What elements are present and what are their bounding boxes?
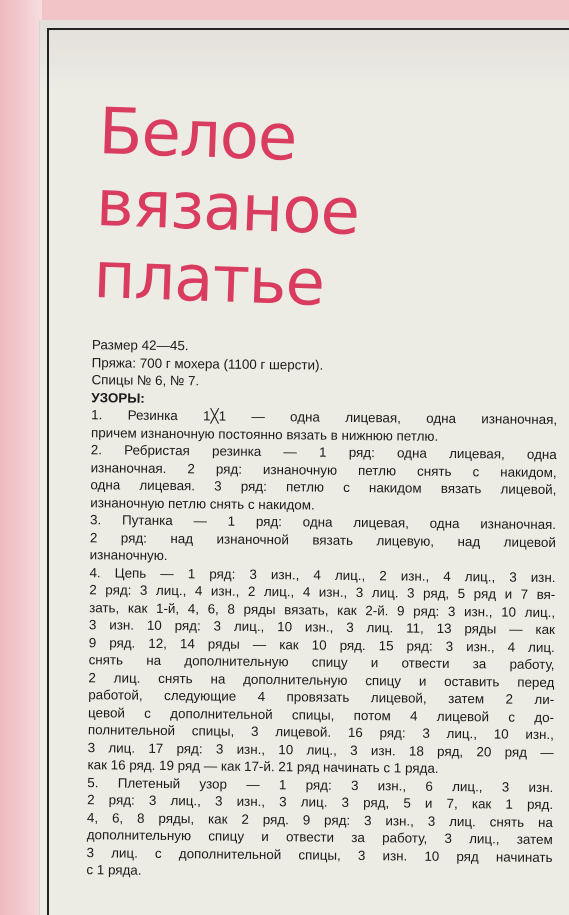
paragraph-line: дополнительную спицу и отвести за работу, 3 лиц., затем [86, 827, 553, 848]
paragraph-line: 3 лиц. 17 ряд: 3 изн., 10 лиц., 3 изн. 18 ряд, 20 ряд — [87, 739, 554, 760]
title-line-1: Белое [97, 95, 298, 176]
paragraph-line: 2 ряд: 3 лиц., 4 изн., 2 лиц., 4 изн., 3 лиц. 3 ряд, 5 ряд и 7 вя- [89, 582, 556, 603]
patterns-list [66, 406, 557, 884]
paragraph-line: изнаночную. [89, 547, 168, 564]
paragraph-line: 2 ряд: 3 лиц., 3 изн., 3 лиц. 3 ряд, 5 и 7, как 1 ряд. [87, 792, 554, 813]
materials-block [71, 336, 558, 394]
article-body [66, 336, 558, 884]
paragraph-line: 3. Путанка — 1 ряд: одна лицевая, одна изнаночная. [89, 512, 557, 533]
paragraph-line: 2 ряд: над изнаночной вязать лицевую, над лицевой [89, 529, 556, 550]
title-line-3: платье [92, 238, 326, 321]
frame-rule-left [47, 28, 49, 915]
paragraph-line: изнаночная. 2 ряд: изнаночную петлю снять с накидом, [90, 459, 557, 480]
paragraph-line: 3 изн. 10 ряд: 3 лиц., 10 изн., 3 лиц. 11, 13 ряды — как [88, 617, 556, 638]
paragraph-line: 4. Цепь — 1 ряд: 3 изн., 4 лиц., 2 изн., 4 лиц., 3 изн. [89, 564, 556, 585]
paper-shadow [40, 20, 569, 90]
paragraph-line: изнаночную петлю снять с накидом. [90, 494, 315, 513]
paragraph-line: зать, как 1-й, 4, 6, 8 ряды вязать, как 2-й. 9 ряд: 3 изн., 10 лиц., [89, 599, 556, 620]
title-line-2: вязаное [94, 166, 361, 251]
paragraph-line: 3 лиц. с дополнительной спицы, 3 изн. 10 ряд начинать [86, 844, 553, 865]
paragraph-line: цевой с дополнительной спицы, потом 4 лицевой с до- [87, 704, 555, 725]
article-title [92, 96, 539, 327]
pattern-paragraph [67, 563, 555, 778]
pattern-paragraph [66, 773, 553, 883]
patterns-heading: УЗОРЫ: [91, 389, 145, 406]
pattern-paragraph [70, 441, 557, 516]
paragraph-line: 1. Резинка 1╳1 — одна лицевая, одна изнаночная, [91, 407, 558, 428]
paragraph-line: работой, следующие 4 провязать лицевой, затем 2 ли- [88, 687, 555, 708]
paragraph-line: причем изнаночную постоянно вязать в нижнюю петлю. [90, 424, 439, 444]
paragraph-line: 9 ряд. 12, 14 ряды — как 10 ряд. 15 ряд: 3 изн., 4 лиц. [88, 634, 555, 655]
paragraph-line: 5. Плетеный узор — 1 ряд: 3 изн., 6 лиц., 3 изн. [87, 774, 554, 795]
needles-line: Спицы № 6, № 7. [91, 372, 200, 389]
paragraph-line: 2 лиц. снять на дополнительную спицу и оставить перед [88, 669, 555, 690]
paragraph-line: 4, 6, 8 ряды, как 2 ряд. 9 ряд: 3 изн., 3 лиц. снять на [86, 809, 554, 830]
background-edge [0, 0, 42, 915]
yarn-line: Пряжа: 700 г мохера (1100 г шерсти). [91, 354, 324, 373]
size-line: Размер 42—45. [91, 337, 189, 354]
paragraph-line: 2. Ребристая резинка — 1 ряд: одна лицевая, одна [90, 442, 557, 463]
pattern-paragraph [70, 511, 557, 569]
pattern-paragraph [71, 406, 557, 446]
paragraph-line: снять на дополнительную спицу и отвести за работу, [88, 652, 555, 673]
frame-rule-top [47, 28, 569, 30]
paragraph-line: одна лицевая. 3 ряд: петлю с накидом вязать лицевой, [90, 477, 557, 498]
paragraph-line: с 1 ряда. [86, 862, 142, 878]
paragraph-line: полнительной спицы, 3 лицевой. 16 ряд: 3 лиц., 10 изн., [87, 722, 554, 743]
paragraph-line: как 16 ряд. 19 ряд — как 17-й. 21 ряд начинать с 1 ряда. [87, 757, 439, 776]
